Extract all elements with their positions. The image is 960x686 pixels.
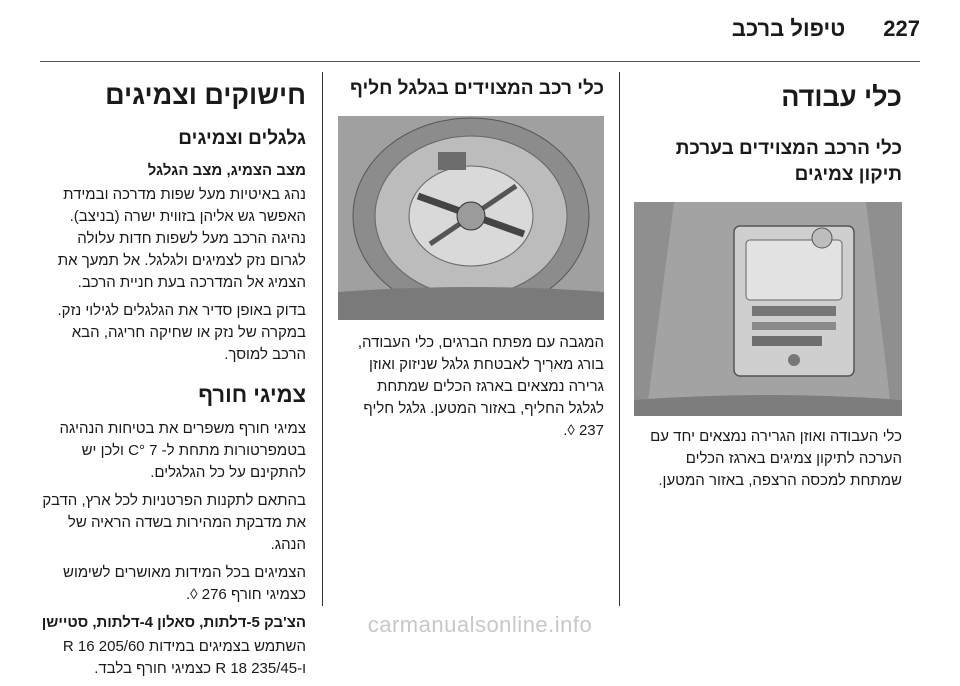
middle-column (338, 72, 604, 448)
winter-tyres-paragraph-1: צמיגי חורף משפרים את בטיחות הנהיגה בטמפרטורות מתחת ל- 7 °C ולכן יש להתקינם על כל הגלגלים. (59, 420, 306, 481)
spare-wheel-caption: המגבה עם מפתח הברגים, כלי העבודה, בורג מארִיך לאבטחת גלגל שניזוק ואוזן גרירה נמצאים בארגז הכלים שמתחת לגלגל החליף, באזור המטען. גלגל חליף 237 ◊. (357, 334, 604, 439)
left-column (40, 72, 306, 686)
page-header (40, 8, 920, 50)
column-divider-left (322, 72, 323, 606)
header-rule (40, 61, 920, 62)
winter-tyres-paragraph-3: הצמיגים בכל המידות מאושרים לשימוש כצמיגי חורף 276 ◊. (63, 564, 306, 603)
tools-caption: כלי העבודה ואוזן הגרירה נמצאים יחד עם הערכה לתיקון צמיגים בארגז הכלים שמתחת למכסה הרצפה, באזור המטען. (650, 428, 902, 489)
tools-subheading: כלי הרכב המצוידים בערכת תיקון צמיגים (675, 138, 902, 185)
right-column (634, 72, 902, 498)
spare-wheel-illustration (338, 116, 604, 320)
tyre-condition-paragraph-2: בדוק באופן סדיר את הגלגלים לגילוי נזק. במקרה של נזק או שחיקה חריגה, הבא הרכב למוסך. (57, 302, 306, 363)
tyre-condition-title: מצב הצמיג, מצב הגלגל (147, 162, 306, 179)
page-number: 227 (883, 16, 920, 41)
wheels-tyres-heading: חישוקים וצמיגים (105, 80, 306, 110)
column-divider-right (619, 72, 620, 606)
models-paragraph: השתמש בצמיגים במידות 205/60 R 16 ו-235/45 R 18 כצמיגי חורף בלבד. (62, 638, 306, 677)
watermark: carmanualsonline.info (367, 612, 593, 637)
winter-tyres-paragraph-2: בהתאם לתקנות הפרטניות לכל ארץ, הדבק את מדבקת המהירות בשדה הראיה של הנהג. (42, 492, 306, 553)
wheels-subheading: גלגלים וצמיגים (178, 128, 306, 149)
spare-wheel-heading: כלי רכב המצוידים בגלגל חליף (350, 78, 604, 99)
section-title: טיפול ברכב (731, 16, 846, 41)
models-title: הצ'בק 5-דלתות, סאלון 4-דלתות, סטיישן (41, 614, 306, 631)
winter-tyres-heading: צמיגי חורף (198, 382, 306, 407)
tyre-condition-paragraph-1: נהג באיטיות מעל שפות מדרכה ובמידת האפשר גש אליהן בזווית ישרה (בניצב). נהיגה הרכב מעל לשפות חדות עלולה לגרום נזק לצמיגים ולגלגל. אל תמעך את הצמיג אל המדרכה בעת חניית הרכב. (57, 186, 306, 291)
tool-kit-illustration (634, 202, 902, 416)
tools-heading: כלי עבודה (781, 82, 902, 112)
